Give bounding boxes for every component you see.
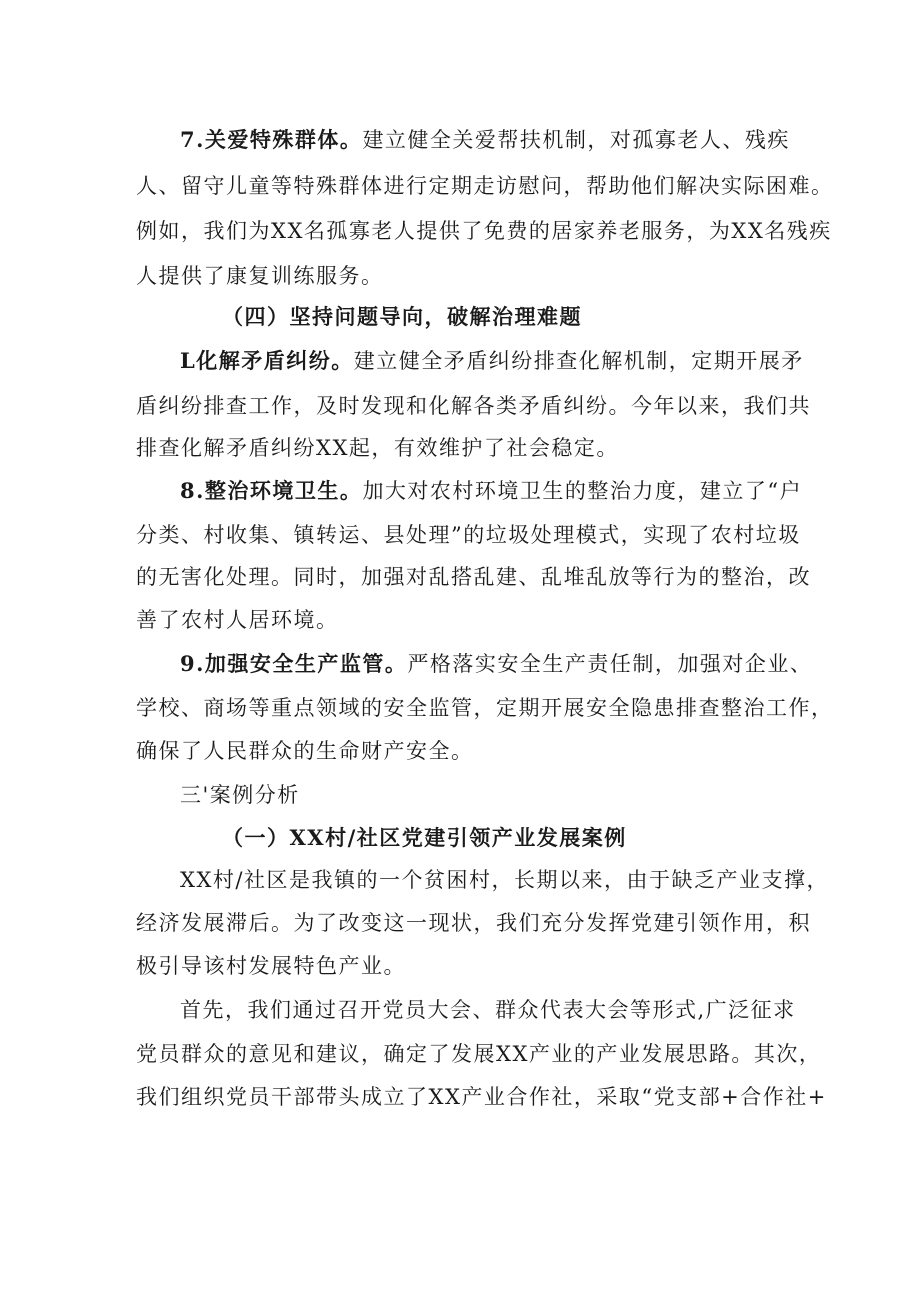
paragraph-line [136, 217, 832, 245]
item-heading: 9.加强安全生产监管。 [180, 651, 408, 676]
line-text: 盾纠纷排查工作，及时发现和化解各类矛盾纠纷。今年以来，我们共 [136, 394, 811, 418]
paragraph-line [136, 952, 796, 980]
paragraph-line [136, 1040, 822, 1068]
section-heading-text: （四）坚持问题导向，破解治理难题 [222, 304, 582, 329]
line-text: 建立健全关爱帮扶机制，对孤寡老人、残疾 [362, 128, 790, 152]
line-text: 人提供了康复训练服务。 [136, 264, 384, 288]
section-heading-text: （一）XX村/社区党建引领产业发展案例 [222, 825, 627, 850]
item-heading: 8.整治环境卫生。 [180, 478, 363, 503]
paragraph-line [180, 866, 840, 894]
line-text: 例如，我们为XX名孤寡老人提供了免费的居家养老服务，为XX名残疾 [136, 219, 832, 243]
line-text: 极引导该村发展特色产业。 [136, 954, 406, 978]
line-text: XX村/社区是我镇的一个贫困村，长期以来，由于缺乏产业支撑， [180, 868, 829, 892]
line-text: 我们组织党员干部带头成立了XX产业合作社，采取“党支部+合作社+ [136, 1085, 827, 1109]
item-heading: L化解矛盾纠纷。 [180, 348, 354, 373]
paragraph-line [180, 477, 840, 505]
paragraph-line [136, 606, 796, 634]
paragraph-line [136, 434, 796, 462]
paragraph-line [180, 650, 840, 678]
line-text: 排查化解矛盾纠纷XX起，有效维护了社会稳定。 [136, 436, 619, 460]
line-text: 分类、村收集、镇转运、县处理”的垃圾处理模式，实现了农村垃圾 [136, 523, 801, 547]
chapter-heading [180, 781, 840, 809]
line-text: 建立健全矛盾纠纷排查化解机制，定期开展矛 [353, 349, 804, 373]
item-heading: 7.关爱特殊群体。 [180, 127, 363, 152]
paragraph-line [180, 996, 840, 1024]
paragraph-line [136, 694, 834, 722]
chapter-heading-text: 三'案例分析 [180, 783, 300, 807]
line-text: 加大对农村环境卫生的整治力度，建立了“户 [362, 479, 803, 503]
line-text: 的无害化处理。同时，加强对乱搭乱建、乱堆乱放等行为的整治，改 [136, 565, 811, 589]
line-text: 经济发展滞后。为了改变这一现状，我们充分发挥党建引领作用，积 [136, 911, 811, 935]
line-text: 党员群众的意见和建议，确定了发展XX产业的产业发展思路。其次， [136, 1042, 822, 1066]
section-heading [222, 303, 882, 331]
line-text: 学校、商场等重点领域的安全监管，定期开展安全隐患排查整治工作， [136, 696, 834, 720]
line-text: 首先，我们通过召开党员大会、群众代表大会等形式,广泛征求 [180, 998, 796, 1022]
paragraph-line [136, 262, 796, 290]
paragraph-line [136, 521, 801, 549]
line-text: 人、留守儿童等特殊群体进行定期走访慰问，帮助他们解决实际困难。 [136, 174, 834, 198]
section-heading [222, 824, 882, 852]
paragraph-line [180, 126, 840, 154]
paragraph-line [136, 172, 834, 200]
paragraph-line [180, 347, 840, 375]
line-text: 确保了人民群众的生命财产安全。 [136, 739, 474, 763]
line-text: 善了农村人居环境。 [136, 608, 339, 632]
paragraph-line [136, 737, 796, 765]
paragraph-line [136, 392, 811, 420]
paragraph-line [136, 909, 811, 937]
paragraph-line [136, 1083, 827, 1111]
paragraph-line [136, 563, 811, 591]
line-text: 严格落实安全生产责任制，加强对企业、 [407, 652, 813, 676]
